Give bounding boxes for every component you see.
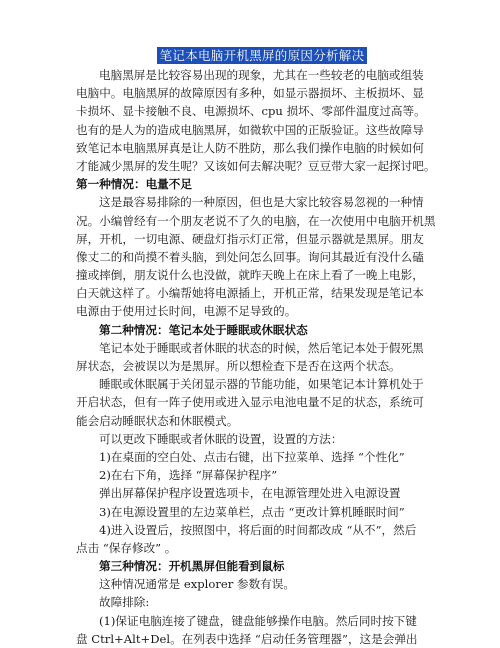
section1-line: 屏，开机，一切电源、硬盘灯指示灯正常，但显示器就是黑屏。朋友 — [76, 231, 424, 246]
section1-line: 像丈二的和尚摸不着头脑，到处问怎么回事。询问其最近有没什么磕 — [76, 249, 424, 264]
section2-line: 开启状态，但有一阵子使用或进入显示电池电量不足的状态，系统可 — [76, 395, 424, 410]
section2-line: 点击 “保存修改” 。 — [76, 540, 177, 555]
section2-step: 3)在电源设置里的左边菜单栏，点击 “更改计算机睡眠时间” — [99, 504, 405, 519]
section2-step: 1)在桌面的空白处、点击右键，出下拉菜单、选择 “个性化” — [99, 449, 405, 464]
section2-line: 睡眠或休眠属于关闭显示器的节能功能，如果笔记本计算机处于 — [99, 377, 424, 392]
section2-step: 4)进入设置后，按照图中，将后面的时间都改成 “从不”，然后 — [99, 522, 417, 537]
section1-line: 电源由于使用过长时间，电源不足导致的。 — [76, 304, 297, 319]
section2-step: 2)在右下角，选择 “屏幕保护程序” — [99, 468, 278, 483]
section2-line: 能会启动睡眠状态和休眠模式。 — [76, 413, 239, 428]
section2-line: 弹出屏幕保护程序设置选项卡，在电源管理处进入电源设置 — [99, 486, 401, 501]
section1-line: 这是最容易排除的一种原因，但也是大家比较容易忽视的一种情 — [99, 195, 424, 210]
section1-line: 况。小编曾经有一个朋友老说不了久的电脑，在一次使用中电脑开机黑 — [76, 213, 436, 228]
intro-line: 致笔记本电脑黑屏真是让人防不胜防，那么我们操作电脑的时候如何 — [76, 140, 424, 155]
section3-line: 这种情况通常是 explorer 参数有误。 — [99, 577, 295, 592]
section2-line: 屏状态，会被误以为是黑屏。所以想检查下是否在这两个状态。 — [76, 359, 401, 373]
intro-line: 卡损坏、显卡接触不良、电源损坏、cpu 损坏、零部件温度过高等。 — [76, 104, 426, 119]
section-heading-3: 第三种情况：开机黑屏但能看到鼠标 — [99, 559, 285, 574]
section-heading-2: 第二种情况：笔记本处于睡眠或休眠状态 — [99, 322, 308, 337]
section1-line: 白天就这样了。小编帮她将电源插上，开机正常，结果发现是笔记本 — [76, 286, 424, 301]
intro-line: 也有的是人为的造成电脑黑屏，如微软中国的正版验证。这些故障导 — [76, 122, 424, 137]
article-title: 笔记本电脑开机黑屏的原因分析解决 — [157, 47, 368, 64]
section-heading-1: 第一种情况：电量不足 — [76, 177, 192, 192]
intro-line: 电脑黑屏是比较容易出现的现象，尤其在一些较老的电脑或组装 — [99, 68, 424, 82]
section2-line: 可以更改下睡眠或者休眠的设置，设置的方法： — [99, 431, 343, 446]
section3-line: 故障排除: — [99, 595, 150, 610]
section1-line: 撞或摔倒，朋友说什么也没做，就昨天晚上在床上看了一晚上电影， — [76, 268, 424, 283]
intro-line: 才能减少黑屏的发生呢？又该如何去解决呢？豆豆带大家一起探讨吧。 — [76, 158, 436, 173]
intro-line: 电脑中。电脑黑屏的故障原因有多种，如显示器损坏、主板损坏、显 — [76, 86, 424, 101]
title-row — [76, 46, 448, 64]
section2-line: 笔记本处于睡眠或者休眠的状态的时候，然后笔记本处于假死黑 — [99, 340, 424, 355]
section3-line: 盘 Ctrl+Alt+Del。在列表中选择 “启动任务管理器”，这是会弹出 — [76, 631, 418, 646]
section3-line: (1)保证电脑连接了键盘，键盘能够操作电脑。然后同时按下键 — [99, 613, 417, 628]
